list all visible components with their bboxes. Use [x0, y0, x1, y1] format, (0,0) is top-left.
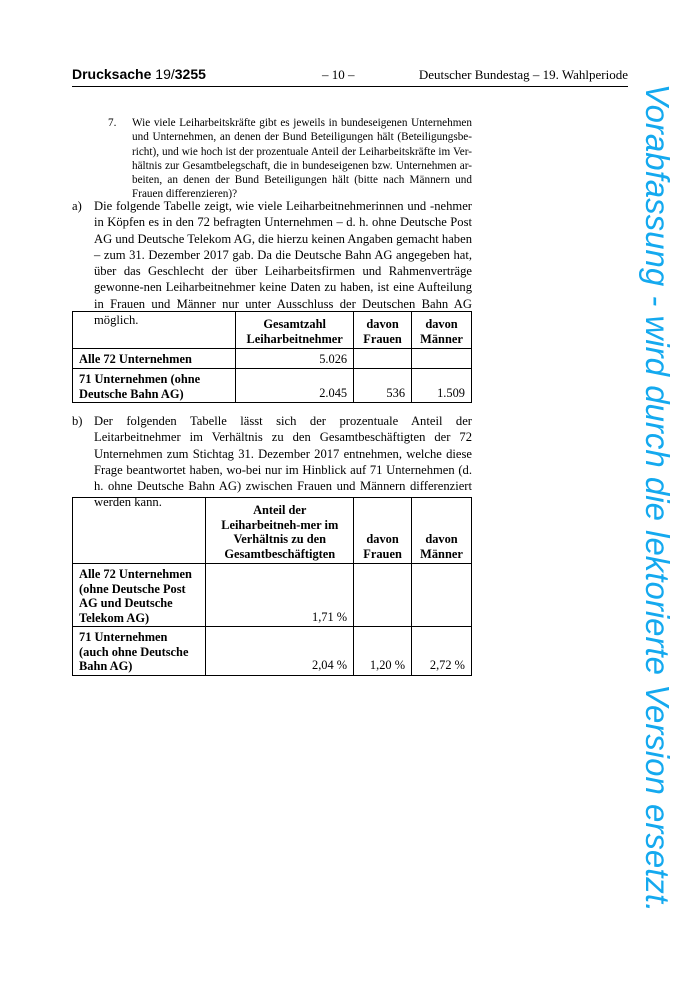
table-header-row [73, 312, 472, 349]
table-temp-workers-share [72, 497, 472, 676]
cell-men [412, 564, 472, 627]
cell-women [354, 564, 412, 627]
table2-header-empty [73, 498, 206, 564]
cell-women: 1,20 % [354, 627, 412, 676]
doc-id [72, 66, 206, 82]
table-header-row [73, 498, 472, 564]
table-row [73, 369, 472, 403]
page-number: – 10 – [322, 67, 355, 82]
cell-women: 536 [354, 369, 412, 403]
page-header [72, 66, 628, 87]
table1-header-empty [73, 312, 236, 349]
answer-a-label: a) [72, 199, 82, 213]
cell-total: 2,04 % [206, 627, 354, 676]
cell-total: 2.045 [236, 369, 354, 403]
table2-header-share: Anteil der Leiharbeitneh-mer im Verhältnis zu den Gesamtbeschäftigten [206, 498, 354, 564]
row-label: 71 Unternehmen (auch ohne Deutsche Bahn AG) [73, 627, 206, 676]
row-label: Alle 72 Unternehmen (ohne Deutsche Post AG und Deutsche Telekom AG) [73, 564, 206, 627]
doc-period: 19/ [155, 66, 175, 82]
table-row [73, 349, 472, 369]
cell-men: 2,72 % [412, 627, 472, 676]
answer-a [72, 198, 472, 328]
cell-men: 1.509 [412, 369, 472, 403]
table1-header-women: davon Frauen [354, 312, 412, 349]
cell-total: 5.026 [236, 349, 354, 369]
doc-label: Drucksache [72, 66, 152, 82]
question-text: Wie viele Leiharbeitskräfte gibt es jeweils in bundeseigenen Unternehmen und Unternehmen, an denen der Bund Beteiligungen hält (Beteiligungsbe-richt), und wie hoch ist der prozentuale Anteil der Leiharbeitskräfte im Ver-hältnis zur Gesamtbelegschaft, die in bundeseigenen bzw. Unternehmen ar-beiten, an denen der Bund Beteiligungen hält (bitte nach Männern und Frauen differenzieren)? [132, 117, 472, 201]
answer-b-label: b) [72, 414, 83, 428]
table-row [73, 627, 472, 676]
answer-a-text: Die folgende Tabelle zeigt, wie viele Leiharbeitnehmerinnen und -nehmer in Köpfen es in den 72 befragten Unternehmen – d. h. ohne Deutsche Post AG und Deutsche Telekom AG, die hierzu keinen Angaben gemacht haben – zum 31. Dezember 2017 gab. Da die Deutsche Bahn AG angegeben hat, über das Geschlecht der über Leiharbeitsfirmen und Rahmenverträge gewonne-nen Leiharbeitnehmer keine Daten zu haben, ist eine Aufteilung in Frauen und Männer nur unter Ausschluss der Deutschen Bahn AG möglich. [94, 199, 472, 328]
table2-header-men: davon Männer [412, 498, 472, 564]
row-label: Alle 72 Unternehmen [73, 349, 236, 369]
question-number: 7. [108, 117, 117, 129]
preliminary-version-watermark [632, 83, 682, 913]
table2-header-women: davon Frauen [354, 498, 412, 564]
publisher: Deutscher Bundestag – 19. Wahlperiode [418, 67, 628, 82]
doc-number: 3255 [174, 66, 206, 82]
table-row [73, 564, 472, 627]
table1-header-total: Gesamtzahl Leiharbeitnehmer [236, 312, 354, 349]
table-temp-workers-count [72, 311, 472, 403]
answer-b-text: Der folgenden Tabelle lässt sich der prozentuale Anteil der Leitarbeitnehmer im Verhältnis zu den Gesamtbeschäftigten der 72 Unternehmen zum Stichtag 31. Dezember 2017 entnehmen, welche diese Frage beantwortet haben, wo-bei nur im Hinblick auf 71 Unternehmen (d. h. ohne Deutsche Bahn AG) zwischen Frauen und Männern differenziert werden kann. [94, 414, 472, 510]
cell-total: 1,71 % [206, 564, 354, 627]
cell-women [354, 349, 412, 369]
cell-men [412, 349, 472, 369]
row-label: 71 Unternehmen (ohne Deutsche Bahn AG) [73, 369, 236, 403]
watermark-text: Vorabfassung - wird durch die lektorierte Version ersetzt. [639, 83, 676, 913]
question-7 [108, 116, 472, 202]
table1-header-men: davon Männer [412, 312, 472, 349]
